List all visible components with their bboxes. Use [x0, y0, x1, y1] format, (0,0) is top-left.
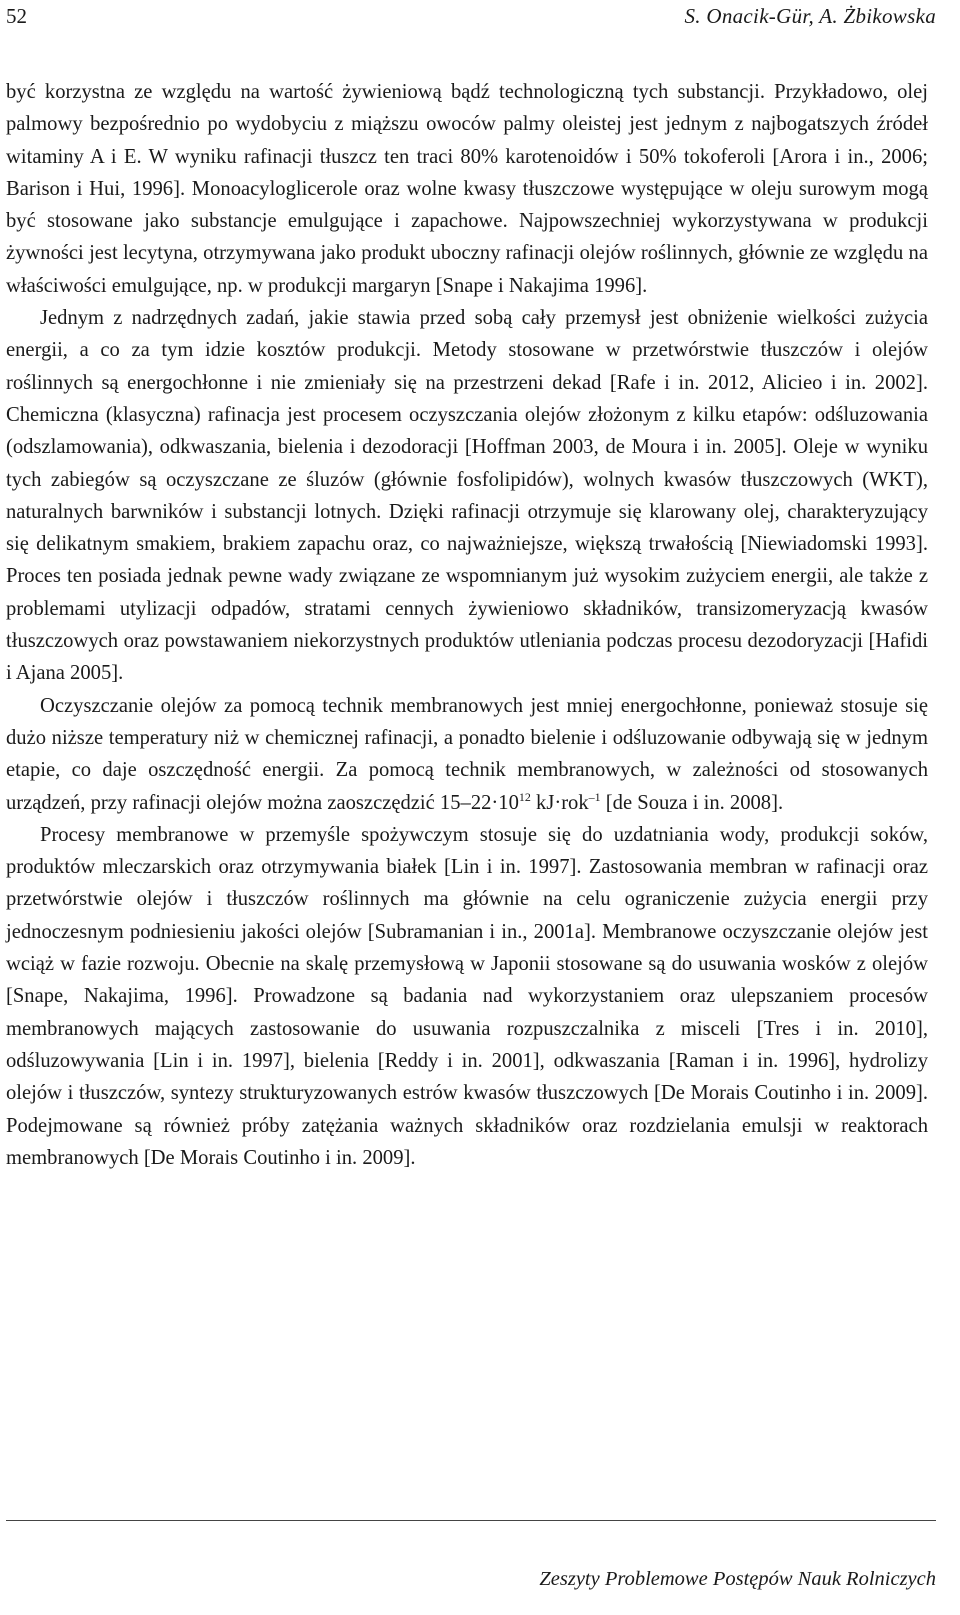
footer-divider	[6, 1520, 936, 1521]
text-segment: być korzystna ze względu na wartość żywieniową bądź technologiczną tych substancji. Przykładowo, olej palmowy bezpośrednio po wydobyciu z miąższu owoców palmy oleistej jest jednym z najbogatszych źródeł witaminy A i E. W wyniku rafinacji tłuszcz ten traci 80% karotenoidów i 50% tokoferoli [Arora i in., 2006; Barison i Hui, 1996]. Monoacyloglicerole oraz wolne kwasy tłuszczowe występujące w oleju surowym mogą być stosowane jako substancje emulgujące i zapachowe. Najpowszechniej wykorzystywana w produkcji żywności jest lecytyna, otrzymywana jako produkt uboczny rafinacji olejów roślinnych, głównie ze względu na właściwości emulgujące, np. w produkcji margaryn [Snape i Nakajima 1996].	[6, 81, 928, 297]
body-text	[6, 76, 928, 1174]
paragraph-2	[6, 302, 928, 690]
footer-journal-title: Zeszyty Problemowe Postępów Nauk Rolniczych	[539, 1568, 936, 1590]
superscript-exponent: –1	[588, 789, 601, 804]
text-segment: Oczyszczanie olejów za pomocą technik membranowych jest mniej energochłonne, ponieważ stosuje się dużo niższe temperatury niż w chemicznej rafinacji, a ponadto bielenie i odśluzowanie odbywają się w jednym etapie, co daje oszczędność energii. Za pomocą technik membranowych, w zależności od stosowanych urządzeń, przy rafinacji olejów można zaoszczędzić 15–22·10	[6, 694, 928, 814]
paragraph-4	[6, 819, 928, 1174]
paragraph-3	[6, 690, 928, 819]
text-segment: Procesy membranowe w przemyśle spożywczym stosuje się do uzdatniania wody, produkcji soków, produktów mleczarskich oraz otrzymywania białek [Lin i in. 1997]. Zastosowania membran w rafinacji oraz przetwórstwie olejów i tłuszczów roślinnych ma głównie na celu ograniczenie zużycia energii przy jednoczesnym podniesieniu jakości olejów [Subramanian i in., 2001a]. Membranowe oczyszczanie olejów jest wciąż w fazie rozwoju. Obecnie na skalę przemysłową w Japonii stosowane są do usuwania wosków z olejów [Snape, Nakajima, 1996]. Prowadzone są badania nad wykorzystaniem oraz ulepszaniem procesów membranowych mających zastosowanie do usuwania rozpuszczalnika z misceli [Tres i in. 2010], odśluzowywania [Lin i in. 1997], bielenia [Reddy i in. 2001], odkwaszania [Raman i in. 1996], hydrolizy olejów i tłuszczów, syntezy strukturyzowanych estrów kwasów tłuszczowych [De Morais Coutinho i in. 2009]. Podejmowane są również próby zatężania ważnych składników oraz rozdzielania emulsji w reaktorach membranowych [De Morais Coutinho i in. 2009].	[6, 823, 928, 1169]
text-segment: Jednym z nadrzędnych zadań, jakie stawia przed sobą cały przemysł jest obniżenie wielkości zużycia energii, a co za tym idzie kosztów produkcji. Metody stosowane w przetwórstwie tłuszczów i olejów roślinnych są energochłonne i nie zmieniały się na przestrzeni dekad [Rafe i in. 2012, Alicieo i in. 2002]. Chemiczna (klasyczna) rafinacja jest procesem oczyszczania olejów złożonym z kilku etapów: odśluzowania (odszlamowania), odkwaszania, bielenia i dezodoracji [Hoffman 2003, de Moura i in. 2005]. Oleje w wyniku tych zabiegów są oczyszczane ze śluzów (głównie fosfolipidów), wolnych kwasów tłuszczowych (WKT), naturalnych barwników i substancji lotnych. Dzięki rafinacji otrzymuje się klarowany olej, charakteryzujący się delikatnym smakiem, brakiem zapachu oraz, co najważniejsze, większą trwałością [Niewiadomski 1993]. Proces ten posiada jednak pewne wady związane ze wspomnianym już wysokim zużyciem energii, ale także z problemami utylizacji odpadów, stratami cennych żywieniowo składników, transizomeryzacją kwasów tłuszczowych oraz powstawaniem niekorzystnych produktów utleniania podczas procesu dezodoryzacji [Hafidi i Ajana 2005].	[6, 307, 928, 685]
page-number: 52	[6, 4, 27, 28]
superscript-exponent: 12	[518, 789, 531, 804]
text-segment: [de Souza i in. 2008].	[600, 791, 784, 814]
running-header-authors: S. Onacik-Gür, A. Żbikowska	[684, 4, 936, 28]
text-segment: kJ·rok	[530, 791, 589, 814]
paragraph-1	[6, 76, 928, 302]
